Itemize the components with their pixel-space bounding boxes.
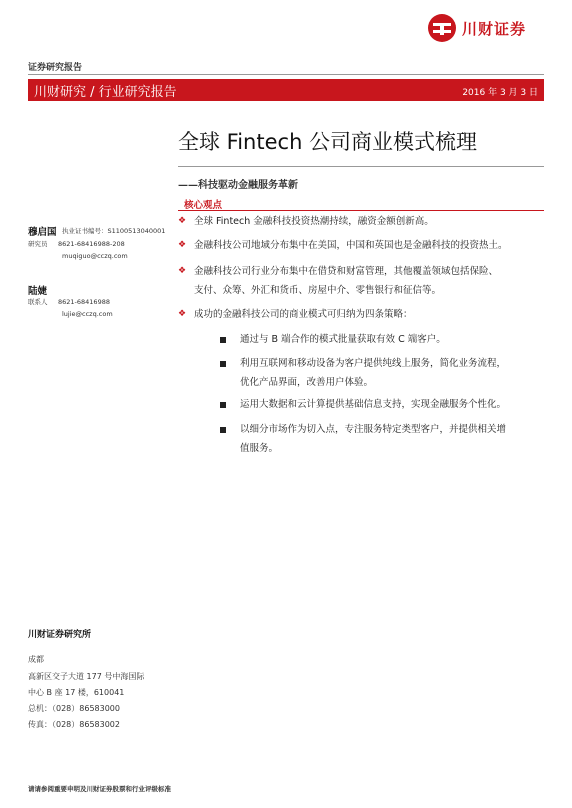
square-bullet-icon [220, 361, 226, 367]
chuancai-logo-icon [428, 14, 456, 42]
page-subtitle: ——科技驱动金融服务革新 [178, 180, 298, 191]
key-point-cont: 支付、众筹、外汇和货币、房屋中介、零售银行和征信等。 [194, 285, 442, 296]
author-name: 穆启国 [28, 227, 57, 238]
banner-category: 川财研究 / 行业研究报告 [34, 85, 177, 100]
key-point: 成功的金融科技公司的商业模式可归纳为四条策略： [194, 309, 413, 320]
firm-city: 成都 [28, 655, 44, 664]
strategy-item: 以细分市场作为切入点，专注服务特定类型客户，并提供相关增 [240, 424, 507, 435]
strategy-item-cont: 值服务。 [240, 443, 279, 454]
section-header [178, 196, 544, 211]
firm-name: 川财证券研究所 [28, 630, 92, 640]
page-title: 全球 Fintech 公司商业模式梳理 [178, 130, 478, 154]
author-role-line [28, 297, 110, 306]
author-email: muqiguo@cczq.com [62, 252, 128, 260]
brand-name: 川财证券 [462, 19, 527, 38]
author-phone: 8621-68416988 [58, 298, 110, 306]
brand-logo [428, 14, 526, 42]
author-name: 陆婕 [28, 286, 48, 297]
strategy-item: 运用大数据和云计算提供基础信息支持，实现金融服务个性化。 [240, 399, 507, 410]
author-role: 联系人 [28, 298, 48, 306]
author-email: lujie@cczq.com [62, 310, 113, 318]
diamond-bullet-icon: ❖ [178, 216, 187, 226]
firm-phone: 总机：（028）86583000 [28, 704, 120, 713]
author-role: 研究员 [28, 240, 48, 248]
key-point: 金融科技公司地域分布集中在美国，中国和英国也是金融科技的投资热土。 [194, 240, 508, 251]
report-type: 证券研究报告 [28, 63, 83, 73]
firm-address: 高新区交子大道 177 号中海国际 [28, 672, 145, 681]
author-phone: 8621-68416988-208 [58, 240, 125, 248]
square-bullet-icon [220, 427, 226, 433]
author-role-line [28, 239, 125, 248]
firm-fax: 传真：（028）86583002 [28, 720, 120, 729]
diamond-bullet-icon: ❖ [178, 240, 187, 250]
diamond-bullet-icon: ❖ [178, 266, 187, 276]
square-bullet-icon [220, 337, 226, 343]
section-label: 核心观点 [184, 200, 223, 211]
key-point: 全球 Fintech 金融科技投资热潮持续，融资金额创新高。 [194, 216, 434, 227]
strategy-item: 通过与 B 端合作的模式批量获取有效 C 端客户。 [240, 334, 446, 345]
strategy-item-cont: 优化产品界面，改善用户体验。 [240, 377, 374, 388]
title-divider [178, 166, 544, 167]
square-bullet-icon [220, 402, 226, 408]
footer-disclaimer: 请请参阅重要申明及川财证券股票和行业评级标准 [28, 785, 171, 793]
report-date: 2016 年 3 月 3 日 [462, 88, 538, 98]
author-cert: 执业证书编号：S1100513040001 [62, 227, 166, 235]
header-divider [28, 74, 544, 75]
key-point: 金融科技公司行业分布集中在借贷和财富管理，其他覆盖领域包括保险、 [194, 266, 499, 277]
firm-address: 中心 B 座 17 楼，610041 [28, 688, 125, 697]
diamond-bullet-icon: ❖ [178, 309, 187, 319]
strategy-item: 利用互联网和移动设备为客户提供纯线上服务，简化业务流程， [240, 358, 507, 369]
